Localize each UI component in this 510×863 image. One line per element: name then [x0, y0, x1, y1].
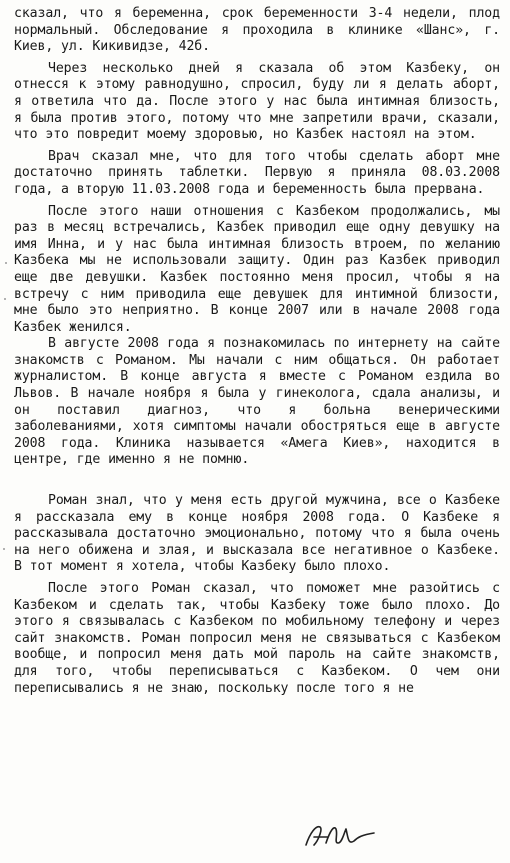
document-body [14, 6, 500, 697]
scan-speck [5, 262, 7, 264]
handwritten-signature [300, 815, 380, 855]
scan-speck [3, 548, 5, 550]
paragraph-6: Роман знал, что у меня есть другой мужчина, все о Казбеке я рассказала ему в конце ноября 2008 года. О Казбеке я рассказывала достаточно эмоционально, потому что я была очень на него обижена и злая, и высказала все негативное о Казбеке. В тот момент я хотела, чтобы Казбеку было плохо. [14, 493, 500, 575]
paragraph-7: После этого Роман сказал, что поможет мне разойтись с Казбеком и сделать так, чтобы Казбеку тоже было плохо. До этого я связывалась с Казбеком по мобильному телефону и через сайт знакомств. Роман попросил меня не связываться с Казбеком вообще, и попросил меня дать мой пароль на сайте знакомств, для того, чтобы переписываться с Казбеком. О чем они переписывались я не знаю, поскольку после того я не [14, 581, 500, 696]
scan-speck [4, 298, 6, 300]
paragraph-2: Через несколько дней я сказала об этом Казбеку, он отнесся к этому равнодушно, спросил, буду ли я делать аборт, я ответила что да. После этого у нас была интимная близость, я была против этого, потому что мне запретили врачи, сказали, что это повредит моему здоровью, но Казбек настоял на этом. [14, 60, 500, 143]
paragraph-5: В августе 2008 года я познакомилась по интернету на сайте знакомств с Романом. Мы начали с ним общаться. Он работает журналистом. В конце августа я вместе с Романом ездила во Львов. В начале ноября я была у гинеколога, сдала анализы, и он поставил диагноз, что я больна венерическими заболеваниями, хотя симптомы начали обостряться еще в августе 2008 года. Клиника называется «Амега Киев», находится в центре, где именно я не помню. [14, 336, 500, 468]
paragraph-3: Врач сказал мне, что для того чтобы сделать аборт мне достаточно принять таблетки. Первую я приняла 08.03.2008 года, а вторую 11.03.2008 года и беременность была прервана. [14, 148, 500, 197]
paragraph-1: сказал, что я беременна, срок беременности 3-4 недели, плод нормальный. Обследование я проходила в клинике «Шанс», г. Киев, ул. Кикивидзе, 42б. [14, 6, 500, 55]
paragraph-4: После этого наши отношения с Казбеком продолжались, мы раз в месяц встречались, Казбек приводил еще одну девушку на имя Инна, и у нас была интимная близость втроем, по желанию Казбека мы не использовали защиту. Один раз Казбек приводил еще две девушки. Казбек постоянно меня просил, чтобы я на встречу с ним приводила еще девушек для интимной близости, мне было это неприятно. В конце 2007 или в начале 2008 года Казбек женился. [14, 203, 500, 335]
